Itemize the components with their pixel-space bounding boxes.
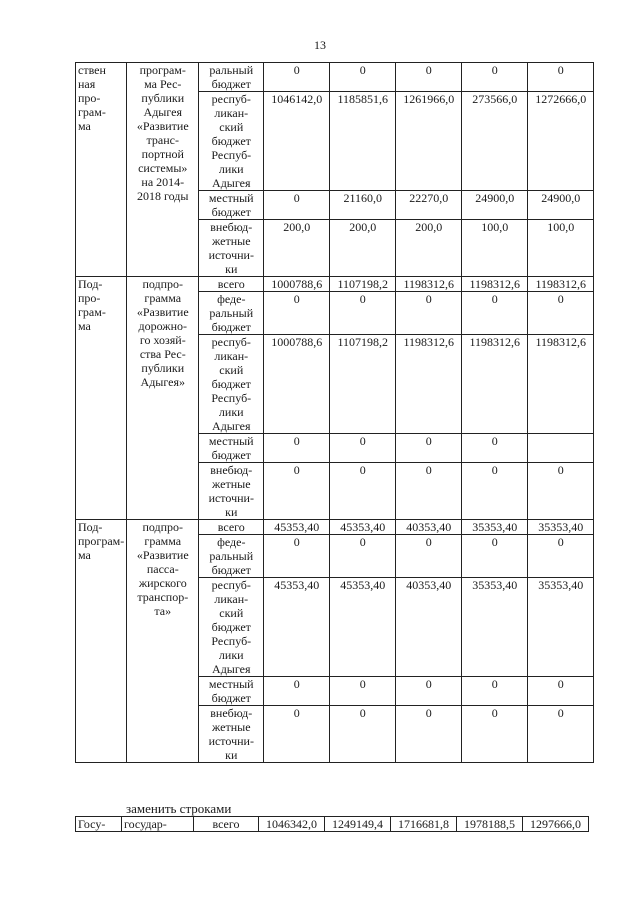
program-type-cell: [76, 520, 127, 763]
cell-line: бюджет: [211, 320, 251, 334]
value-cell: 0: [330, 677, 396, 706]
cell-line: жетные: [212, 477, 251, 491]
cell-line: портной: [141, 147, 184, 161]
value-cell: 1272666,0: [528, 92, 594, 191]
budget-table: [75, 62, 594, 763]
cell-line: ский: [219, 606, 244, 620]
cell-line: подпро-: [142, 277, 184, 291]
cell-line: бюджет: [211, 377, 251, 391]
cell-line: источни-: [208, 734, 254, 748]
funding-source-cell: [199, 92, 264, 191]
value-cell: 0: [528, 63, 594, 92]
cell-line: местный: [208, 677, 254, 691]
cell-line: местный: [208, 434, 254, 448]
cell-line: ский: [219, 120, 244, 134]
cell-line: Адыгея: [212, 662, 251, 676]
cell-line: «Развитие: [136, 548, 189, 562]
cell-line: про-: [78, 91, 101, 105]
value-cell: 0: [330, 434, 396, 463]
value-cell: 0: [396, 292, 462, 335]
cell-line: Респуб-: [211, 391, 252, 405]
table-row: [76, 817, 589, 832]
cell-line: ствен: [78, 63, 106, 77]
funding-source-cell: [199, 706, 264, 763]
cell-line: ки: [225, 505, 238, 519]
program-name-cell: [127, 520, 199, 763]
value-cell: 35353,40: [462, 520, 528, 535]
cell-line: ский: [219, 363, 244, 377]
cell-line: пасса-: [146, 562, 179, 576]
cell-line: внебюд-: [210, 463, 253, 477]
value-cell: 0: [528, 535, 594, 578]
cell-line: ма: [78, 548, 91, 562]
cell-line: респуб-: [211, 335, 251, 349]
funding-source-cell: [199, 191, 264, 220]
value-cell: 0: [396, 535, 462, 578]
cell-line: ма: [78, 119, 91, 133]
value-cell: 1046342,0: [259, 817, 325, 832]
cell-line: ликан-: [214, 592, 249, 606]
value-cell: 1297666,0: [523, 817, 589, 832]
cell-line: местный: [208, 191, 254, 205]
program-type-cell: [76, 277, 127, 520]
cell-line: ки: [225, 262, 238, 276]
replacement-row-table: [75, 816, 589, 832]
value-cell: 0: [264, 434, 330, 463]
cell-line: источни-: [208, 248, 254, 262]
program-name-cell: [127, 63, 199, 277]
value-cell: 0: [264, 706, 330, 763]
value-cell: 1000788,6: [264, 335, 330, 434]
value-cell: 0: [330, 706, 396, 763]
value-cell: 0: [264, 63, 330, 92]
cell-line: грам-: [78, 305, 106, 319]
value-cell: 0: [462, 434, 528, 463]
cell-line: Под-: [78, 520, 103, 534]
value-cell: 0: [330, 535, 396, 578]
cell-line: подпро-: [142, 520, 184, 534]
replace-with-rows-text: заменить строками: [126, 801, 232, 816]
cell-line: ликан-: [214, 349, 249, 363]
funding-source-cell: [199, 434, 264, 463]
funding-source-cell: [199, 463, 264, 520]
cell-line: ральный: [209, 549, 254, 563]
cell-line: Респуб-: [211, 148, 252, 162]
cell-line: лики: [218, 405, 244, 419]
value-cell: 0: [264, 191, 330, 220]
cell-line: ральный: [209, 63, 254, 77]
cell-line: внебюд-: [210, 220, 253, 234]
cell-line: ма Рес-: [144, 77, 182, 91]
funding-source-cell: [199, 277, 264, 292]
cell-line: феде-: [217, 292, 246, 306]
value-cell: 1198312,6: [528, 335, 594, 434]
cell-line: Адыгея: [212, 176, 251, 190]
value-cell: 0: [396, 463, 462, 520]
cell-line: бюджет: [211, 691, 251, 705]
cell-line: ства Рес-: [139, 347, 186, 361]
page-number: 13: [314, 38, 326, 52]
value-cell: 1198312,6: [462, 335, 528, 434]
table-row: [76, 520, 594, 535]
cell-line: транспор-: [137, 590, 189, 604]
cell-line: жетные: [212, 234, 251, 248]
funding-source-cell: [199, 220, 264, 277]
value-cell: 0: [330, 292, 396, 335]
cell-line: респуб-: [211, 92, 251, 106]
cell-line: Адыгея»: [140, 375, 185, 389]
cell-line: системы»: [138, 161, 188, 175]
value-cell: 40353,40: [396, 578, 462, 677]
cell-line: ная: [78, 77, 96, 91]
program-name-cell: государ-: [122, 817, 194, 832]
value-cell: 1198312,6: [396, 277, 462, 292]
cell-line: бюджет: [211, 448, 251, 462]
cell-line: ральный: [209, 306, 254, 320]
value-cell: 45353,40: [264, 578, 330, 677]
cell-line: бюджет: [211, 77, 251, 91]
cell-line: источни-: [208, 491, 254, 505]
value-cell: 0: [396, 677, 462, 706]
cell-line: грам-: [78, 105, 106, 119]
value-cell: 200,0: [330, 220, 396, 277]
cell-line: бюджет: [211, 134, 251, 148]
value-cell: 1261966,0: [396, 92, 462, 191]
value-cell: 1198312,6: [462, 277, 528, 292]
value-cell: 100,0: [462, 220, 528, 277]
value-cell: 0: [396, 63, 462, 92]
value-cell: 0: [462, 677, 528, 706]
funding-source-cell: [199, 578, 264, 677]
value-cell: 273566,0: [462, 92, 528, 191]
value-cell: 24900,0: [528, 191, 594, 220]
value-cell: 1000788,6: [264, 277, 330, 292]
cell-line: Под-: [78, 277, 103, 291]
value-cell: 35353,40: [528, 578, 594, 677]
value-cell: 100,0: [528, 220, 594, 277]
value-cell: 0: [396, 434, 462, 463]
cell-line: ма: [78, 319, 91, 333]
cell-line: грамма: [144, 291, 182, 305]
value-cell: 0: [462, 63, 528, 92]
table-row: [76, 63, 594, 92]
program-type-cell: Госу-: [76, 817, 122, 832]
value-cell: 0: [264, 535, 330, 578]
value-cell: 21160,0: [330, 191, 396, 220]
value-cell: 0: [264, 463, 330, 520]
value-cell: 35353,40: [462, 578, 528, 677]
cell-line: внебюд-: [210, 706, 253, 720]
value-cell: 45353,40: [330, 578, 396, 677]
value-cell: 0: [396, 706, 462, 763]
cell-line: на 2014-: [141, 175, 185, 189]
cell-line: феде-: [217, 535, 246, 549]
cell-line: про-: [78, 291, 101, 305]
cell-line: публики: [141, 361, 185, 375]
value-cell: 35353,40: [528, 520, 594, 535]
value-cell: 1716681,8: [391, 817, 457, 832]
cell-line: дорожно-: [138, 319, 188, 333]
funding-source-cell: [199, 335, 264, 434]
value-cell: 0: [462, 535, 528, 578]
value-cell: 24900,0: [462, 191, 528, 220]
cell-line: жетные: [212, 720, 251, 734]
value-cell: 45353,40: [330, 520, 396, 535]
cell-line: програм-: [139, 63, 186, 77]
cell-line: програм-: [78, 534, 125, 548]
cell-line: всего: [217, 520, 245, 534]
cell-line: респуб-: [211, 578, 251, 592]
value-cell: 0: [462, 463, 528, 520]
cell-line: го хозяй-: [139, 333, 186, 347]
table-row: [76, 277, 594, 292]
cell-line: грамма: [144, 534, 182, 548]
value-cell: 0: [330, 63, 396, 92]
funding-source-cell: [199, 292, 264, 335]
value-cell: 40353,40: [396, 520, 462, 535]
cell-line: «Развитие: [136, 119, 189, 133]
cell-line: публики: [141, 91, 185, 105]
cell-line: всего: [217, 277, 245, 291]
value-cell: 0: [528, 677, 594, 706]
cell-line: бюджет: [211, 205, 251, 219]
cell-line: «Развитие: [136, 305, 189, 319]
value-cell: 1107198,2: [330, 277, 396, 292]
value-cell: [528, 434, 594, 463]
value-cell: 0: [528, 463, 594, 520]
cell-line: Адыгея: [143, 105, 182, 119]
cell-line: Респуб-: [211, 634, 252, 648]
cell-line: жирского: [138, 576, 187, 590]
cell-line: бюджет: [211, 620, 251, 634]
value-cell: 0: [264, 677, 330, 706]
funding-source-cell: [199, 520, 264, 535]
program-name-cell: [127, 277, 199, 520]
cell-line: та»: [154, 604, 172, 618]
cell-line: бюджет: [211, 563, 251, 577]
value-cell: 200,0: [396, 220, 462, 277]
value-cell: 1198312,6: [528, 277, 594, 292]
cell-line: 2018 годы: [137, 189, 189, 203]
funding-source-cell: [199, 677, 264, 706]
funding-source-cell: [199, 63, 264, 92]
funding-source-cell: [199, 535, 264, 578]
value-cell: 1978188,5: [457, 817, 523, 832]
program-type-cell: [76, 63, 127, 277]
value-cell: 0: [462, 292, 528, 335]
value-cell: 0: [462, 706, 528, 763]
value-cell: 0: [330, 463, 396, 520]
cell-line: лики: [218, 648, 244, 662]
cell-line: ки: [225, 748, 238, 762]
value-cell: 0: [528, 292, 594, 335]
value-cell: 1046142,0: [264, 92, 330, 191]
cell-line: лики: [218, 162, 244, 176]
cell-line: транс-: [146, 133, 179, 147]
value-cell: 1107198,2: [330, 335, 396, 434]
value-cell: 1185851,6: [330, 92, 396, 191]
value-cell: 45353,40: [264, 520, 330, 535]
value-cell: 1198312,6: [396, 335, 462, 434]
funding-source-cell: всего: [194, 817, 259, 832]
value-cell: 22270,0: [396, 191, 462, 220]
value-cell: 0: [264, 292, 330, 335]
value-cell: 0: [528, 706, 594, 763]
cell-line: ликан-: [214, 106, 249, 120]
value-cell: 200,0: [264, 220, 330, 277]
value-cell: 1249149,4: [325, 817, 391, 832]
cell-line: Адыгея: [212, 419, 251, 433]
